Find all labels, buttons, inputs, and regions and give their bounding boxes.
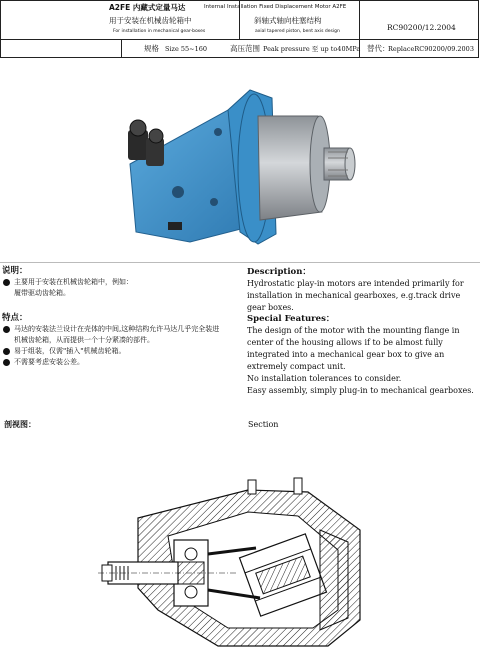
product-title-en: Internal Installation Fixed Displacement Motor A2FE — [204, 4, 347, 10]
size-value: Size 55~160 — [165, 45, 207, 53]
bullet-icon — [3, 326, 10, 333]
structure-en: axial tapered piston, bent axis design — [255, 29, 340, 34]
section-heading-en: Section — [248, 420, 279, 429]
header-divider — [1, 39, 479, 40]
features-cn-text: 易于组装，仅需"插入"机械齿轮箱。 — [14, 347, 126, 355]
features-en — [247, 313, 479, 397]
description-en-text: Hydrostatic play-in motors are intended primarily for installation in mechanical gearboxes, e.g.track drive gear boxes. — [247, 279, 464, 312]
bullet-icon — [3, 359, 10, 366]
motor-photo — [108, 72, 364, 258]
features-cn — [2, 313, 238, 368]
description-cn-text: 主要用于安装在机械齿轮箱中，例如： 履带驱动齿轮箱。 — [14, 278, 133, 297]
description-en-heading: Description： — [247, 267, 311, 277]
description-cn-item — [2, 277, 238, 299]
usage-en: For installation in mechanical gear-boxes — [113, 29, 206, 34]
section-divider — [0, 262, 480, 263]
usage-cn: 用于安装在机械齿轮箱中 — [109, 16, 192, 25]
header-divider — [121, 39, 122, 58]
section-heading-cn: 剖视图： — [4, 420, 36, 429]
features-cn-text: 不需要考虑安装公差。 — [14, 358, 84, 366]
features-cn-item — [2, 357, 238, 368]
document-number: RC90200/12.2004 — [387, 23, 456, 32]
bullet-icon — [3, 348, 10, 355]
features-en-heading: Special Features： — [247, 314, 335, 324]
features-cn-heading: 特点： — [2, 313, 28, 323]
features-cn-text: 马达的安装法兰设计在壳体的中间,这种结构允许马达几乎完全装进 机械齿轮箱，从而提供一个十分紧凑的部件。 — [14, 325, 220, 344]
pressure-value: Peak pressure 至 up to40MPa — [263, 45, 361, 53]
features-en-text: The design of the motor with the mounting flange in center of the housing allows if to be almost fully integrated into a mechanical gear box to give an extremely compact unit. — [247, 326, 460, 371]
header-table — [0, 0, 479, 58]
replace-label: 替代： — [367, 44, 390, 53]
pressure-label: 高压范围 — [230, 44, 260, 53]
structure-cn: 斜轴式轴向柱塞结构 — [254, 16, 322, 25]
replace-value: ReplaceRC90200/09.2003 — [388, 45, 474, 53]
features-cn-item — [2, 346, 238, 357]
description-cn — [2, 266, 238, 299]
bullet-icon — [3, 279, 10, 286]
size-label: 规格 — [144, 44, 159, 53]
description-cn-heading: 说明： — [2, 266, 28, 276]
features-cn-item — [2, 324, 238, 346]
features-en-text: No installation tolerances to consider. — [247, 374, 402, 383]
section-drawing — [98, 470, 370, 652]
features-en-text: Easy assembly, simply plug-in to mechanical gearboxes. — [247, 386, 474, 395]
description-en — [247, 266, 479, 314]
product-title-cn: A2FE 内藏式定量马达 — [109, 3, 186, 12]
